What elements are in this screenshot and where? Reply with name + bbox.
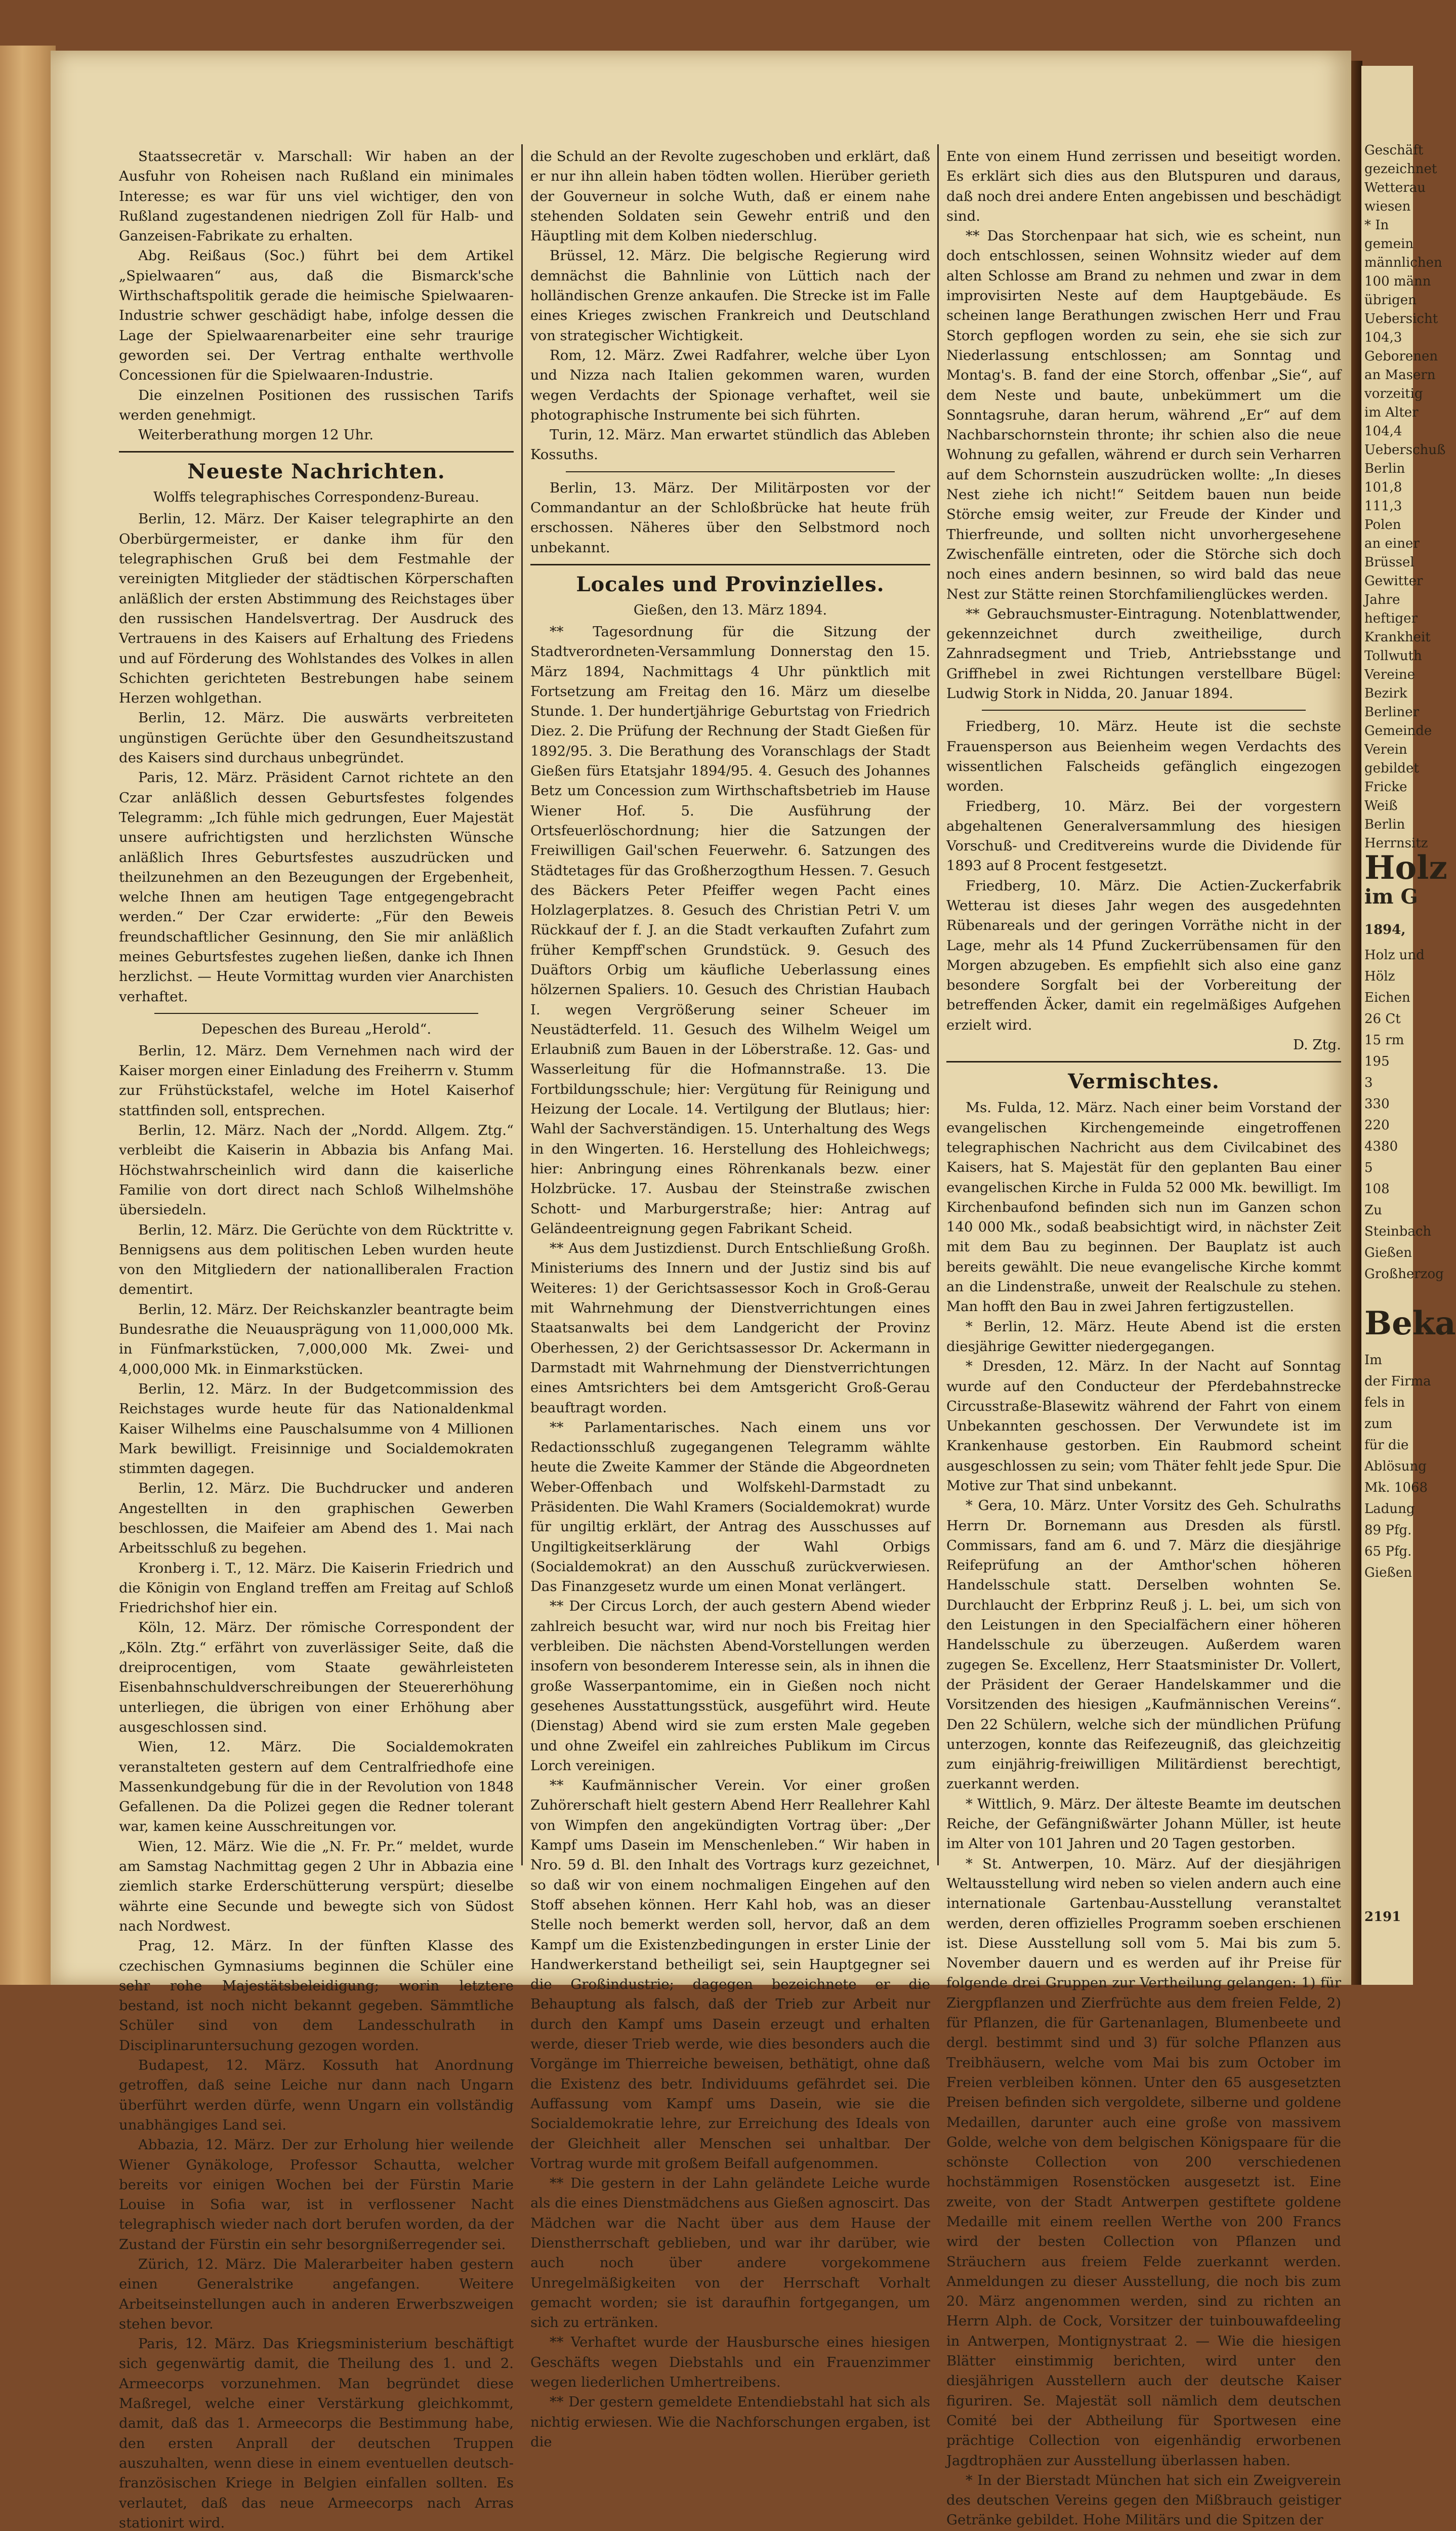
local-item: ** Verhaftet wurde der Hausbursche eines hiesigen Geschäfts wegen Diebstahls und ein Frauenzimmer wegen liederlichen Umhertreibens. bbox=[530, 2334, 930, 2391]
divider bbox=[154, 1013, 478, 1014]
next-page-fragment: Geschäft bbox=[1364, 143, 1424, 158]
misc-item: * Wittlich, 9. März. Der älteste Beamte im deutschen Reiche, der Gefängnißwärter Johann Müller, ist heute im Alter von 101 Jahren und 20 Tagen gestorben. bbox=[946, 1795, 1341, 1852]
article-paragraph: Die einzelnen Positionen des russischen Tarifs werden genehmigt. bbox=[119, 387, 514, 423]
local-item: ** Tagesordnung für die Sitzung der Stadtverordneten-Versammlung Donnerstag den 15. März 1894, Nachmittags 4 Uhr pünktlich mit Fortsetzung am Freitag den 16. März um dieselbe Stunde. 1. Der hundertjährige Geburtstag von Friedrich Diez. 2. Die Prüfung der Rechnung der Stadt Gießen für 1892/95. 3. Die Berathung des Voranschlags der Stadt Gießen fürs Etatsjahr 1894/95. 4. Gesuch des Johannes Betz um Concession zum Wirthschaftsbetrieb im Hause Wiener Hof. 5. Die Ausführung der Ortsfeuerlöschordnung; hier die Satzungen der Freiwilligen Gail'schen Feuerwehr. 6. Satzungen des Städtetages für das Großherzogthum Hessen. 7. Gesuch des Bäckers Peter Pfeiffer wegen Pacht eines Holzlagerplatzes. 8. Gesuch des Christian Petri V. um Rückkauf der f. J. an die Stadt verkauften Zufahrt zum früher Kempff'schen Grundstück. 9. Gesuch des Duäftors Orbig um käufliche Ueberlassung eines hölzernen Spaliers. 10. Gesuch des Christian Haubach I. wegen Vergrößerung seiner Scheuer im Neustädterfeld. 11. Gesuch des Wilhelm Weigel um Erlaubniß zum Bauen in der Löberstraße. 12. Gas- und Wasserleitung für die Hofmannstraße. 13. Die Fortbildungsschule; hier: Vergütung für Reinigung und Heizung der Locale. 14. Vertilgung der Blutlaus; hier: Wahl der Sachverständigen. 15. Unterhaltung des Wegs in den Wingerten. 16. Herstellung des Hohleichwegs; hier: Anbringung eines Röhrenkanals bezw. einer Holzbrücke. 17. Ausbau der Steinstraße zwischen Schott- und Marburgerstraße; hier: Antrag auf Geländeentreignung gegen Fabrikant Scheid. bbox=[530, 623, 930, 1237]
news-item: Berlin, 12. März. Dem Vernehmen nach wird der Kaiser morgen einer Einladung des Freiherrn v. Stumm zur Frühstückstafel, welche im Hotel Kaiserhof stattfinden soll, entsprechen. bbox=[119, 1042, 514, 1119]
next-page-fragment: Gemeinde bbox=[1364, 723, 1432, 739]
divider bbox=[566, 471, 895, 472]
local-item: Friedberg, 10. März. Die Actien-Zuckerfabrik Wetterau ist dieses Jahr wegen des ausgedehnten Rübenareals und der geringen Vorräthe nicht in der Lage, mehr als 14 Pfund Zuckerrübensamen für den Morgen abzugeben. Es empfiehlt sich also eine ganz besondere Sorgfalt bei der Vorbereitung der betreffenden Äcker, damit ein regelmäßiges Aufgehen erzielt wird. bbox=[946, 877, 1341, 1033]
next-page-fragment: für die bbox=[1364, 1438, 1409, 1453]
misc-item: * Dresden, 12. März. In der Nacht auf Sonntag wurde auf den Conducteur der Pferdebahnstrecke Circusstraße-Blasewitz während der Fahrt von einem Unbekannten geschossen. Der Verwundete ist im Krankenhause gestorben. Ein Raubmord scheint ausgeschlossen zu sein; vom Thäter fehlt jede Spur. Die Motive zur That sind unbekannt. bbox=[946, 1358, 1341, 1494]
local-item: Ente von einem Hund zerrissen und beseitigt worden. Es erklärt sich dies aus den Blutspuren und daraus, daß noch drei andere Enten angebissen und beschädigt sind. bbox=[946, 148, 1341, 224]
next-page-fragment: Steinbach bbox=[1364, 1224, 1432, 1239]
news-item: Zürich, 12. März. Die Malerarbeiter haben gestern einen Generalstrike angefangen. Weitere Arbeitseinstellungen auch in anderen Erwerbszweigen stehen bevor. bbox=[119, 2256, 514, 2332]
news-item: Köln, 12. März. Der römische Correspondent der „Köln. Ztg.“ erfährt von zuverlässiger Seite, daß die dreiprocentigen, vom Staate gewährleisteten Eisenbahnschuldverschreibungen der Steuererhöhung unterliegen, die übrigen von einer Erhöhung aber ausgeschlossen sind. bbox=[119, 1619, 514, 1735]
next-page-fragment: Großherzog bbox=[1364, 1267, 1444, 1282]
next-page-fragment: fels in bbox=[1364, 1395, 1405, 1410]
misc-item: * St. Antwerpen, 10. März. Auf der diesjährigen Weltausstellung wird neben so vielen andern auch eine internationale Gartenbau-Ausstellung veranstaltet werden, deren offizielles Programm soeben erschienen ist. Diese Ausstellung soll vom 5. Mai bis zum 5. November dauern und es werden auf ihr Preise für folgende drei Gruppen zur Vertheilung gelangen: 1) für Ziergpflanzen und Zierfrüchte aus dem freien Felde, 2) für Pflanzen, die für Gartenanlagen, Blumenbeete und dergl. bestimmt sind und 3) für solche Pflanzen aus Treibhäusern, welche vom Mai bis zum October im Freien verbleiben können. Unter den 65 ausgesetzten Preisen befinden sich vergoldete, silberne und goldene Medaillen, darunter auch eine große von massivem Golde, welche von dem belgischen Königspaare für die schönste Collection von 200 verschiedenen hochstämmigen Rosenstöcken ausgesetzt ist. Eine zweite, von der Stadt Antwerpen gestiftete goldene Medaille mit einem reellen Werthe von 200 Francs wird der besten Collection von Pflanzen und Sträuchern aus freiem Felde zuerkannt werden. Anmeldungen zu dieser Ausstellung, die noch bis zum 20. März angenommen werden, sind zu richten an Herrn Alph. de Cock, Vorsitzer der tuinbouwafdeeling in Antwerpen, Montignystraat 2. — Wie die hiesigen Blätter einstimmig berichten, wird unter den diesjährigen Ausstellern auch der deutsche Kaiser figuriren. Se. Majestät soll nämlich dem deutschen Comité bei der Abtheilung für Sportwesen eine prächtige Collection von eigenhändig erworbenen Jagdtrophäen zur Ausstellung überlassen haben. bbox=[946, 1855, 1341, 2469]
news-item: Prag, 12. März. In der fünften Klasse des czechischen Gymnasiums beginnen die Schüler eine sehr rohe Majestätsbeleidigung; worin letztere bestand, ist noch nicht bekannt gegeben. Sämmtliche Schüler sind von dem Landesschulrath in Disciplinaruntersuchung gezogen worden. bbox=[119, 1938, 514, 2054]
next-page-fragment: an einer bbox=[1364, 536, 1420, 551]
news-item: Berlin, 12. März. Die auswärts verbreiteten ungünstigen Gerüchte über den Gesundheitszustand des Kaisers sind durchaus unbegründet. bbox=[119, 710, 514, 766]
news-item: die Schuld an der Revolte zugeschoben und erklärt, daß er nur ihn allein haben tödten wollen. Hierüber gerieth der Gouverneur in solche Wuth, daß er einem nahe stehenden Soldaten sein Gewehr entriß und den Häuptling mit dem Kolben niederschlug. bbox=[530, 148, 930, 244]
news-item: Berlin, 12. März. Nach der „Nordd. Allgem. Ztg.“ verbleibt die Kaiserin in Abbazia bis Anfang Mai. Höchstwahrscheinlich wird dann die kaiserliche Familie von dort direct nach Schloß Wilhelmshöhe übersiedeln. bbox=[119, 1122, 514, 1218]
next-page-fragment: * In bbox=[1364, 218, 1389, 233]
dateline: Gießen, den 13. März 1894. bbox=[633, 602, 827, 618]
next-page-fragment: Holz und bbox=[1364, 948, 1425, 963]
next-page-fragment: Herrnsitz bbox=[1364, 836, 1428, 851]
column-rule-2 bbox=[937, 144, 939, 1865]
next-page-fragment: 111,3 bbox=[1364, 499, 1402, 514]
next-page-fragment: gebildet bbox=[1364, 761, 1419, 776]
next-page-fragment: gezeichnet bbox=[1364, 161, 1437, 177]
news-item: Turin, 12. März. Man erwartet stündlich das Ableben Kossuths. bbox=[530, 427, 930, 463]
next-page-fragment: Weiß bbox=[1364, 798, 1398, 813]
next-page-fragment: Gewitter bbox=[1364, 574, 1423, 589]
news-item: Berlin, 12. März. Die Buchdrucker und anderen Angestellten in den graphischen Gewerben beschlossen, die Maifeier am Abend des 1. Mai nach Arbeitsschluß zu begehen. bbox=[119, 1480, 514, 1557]
next-page-fragment: Berliner bbox=[1364, 705, 1420, 720]
section-divider bbox=[946, 1061, 1341, 1063]
next-page-fragment: 108 bbox=[1364, 1181, 1390, 1197]
news-item: Berlin, 12. März. Der Reichskanzler beantragte beim Bundesrathe die Neuausprägung von 11,000,000 Mk. in Fünfmarkstücken, 7,000,000 Mk. Zwei- und 4,000,000 Mk. in Einmarkstücken. bbox=[119, 1301, 514, 1377]
local-item: ** Aus dem Justizdienst. Durch Entschließung Großh. Ministeriums des Innern und der Justiz sind bis auf Weiteres: 1) der Gerichtsassessor Koch in Groß-Gerau mit Wahrnehmung der Dienstverrichtungen eines Staatsanwalts bei dem Landgericht der Provinz Oberhessen, 2) der Gerichtsassessor Dr. Ackermann in Darmstadt mit Wahrnehmung der Dienstverrichtungen eines Amtsrichters bei dem Amtsgericht Groß-Gerau beauftragt worden. bbox=[530, 1240, 930, 1416]
column-rule-1 bbox=[521, 144, 523, 1865]
next-page-fragment: im Alter bbox=[1364, 405, 1419, 420]
next-page-fragment: Fricke bbox=[1364, 780, 1407, 795]
news-item: Berlin, 13. März. Der Militärposten vor der Commandantur an der Schloßbrücke hat heute früh erschossen. Näheres über den Selbstmord noch unbekannt. bbox=[530, 479, 930, 556]
next-page-fragment: heftiger bbox=[1364, 611, 1418, 626]
local-item: Friedberg, 10. März. Heute ist die sechste Frauensperson aus Beienheim wegen Verdachts des wissentlichen Falscheids gefänglich eingezogen worden. bbox=[946, 718, 1341, 795]
next-page-big-heading-1: Holz bbox=[1364, 849, 1447, 887]
section-heading-locales: Locales und Provinzielles. bbox=[576, 572, 885, 596]
next-page-fragment: Gießen bbox=[1364, 1245, 1412, 1260]
next-page-fragment: Zu bbox=[1364, 1203, 1382, 1218]
source-signature: D. Ztg. bbox=[1293, 1037, 1341, 1053]
news-item: Berlin, 12. März. Der Kaiser telegraphirte an den Oberbürgermeister, er danke ihm für den telegraphischen Gruß bei dem Festmahle der vereinigten Mitglieder der städtischen Körperschaften anläßlich der ersten Abstimmung des Reichstages über den russischen Handelsvertrag. Der Ausdruck des Vertrauens in des Kaisers auf Erhaltung des Friedens und auf Förderung des Wohlstandes des Volkes in allen Schichten gerichteten Bestrebungen habe seinem Herzen wohlgethan. bbox=[119, 511, 514, 707]
divider bbox=[982, 710, 1306, 711]
next-page-fragment: Jahre bbox=[1364, 592, 1400, 607]
column-2 bbox=[530, 147, 930, 2450]
next-page-footer: 2191 bbox=[1364, 1909, 1401, 1925]
news-item: Paris, 12. März. Das Kriegsministerium beschäftigt sich gegenwärtig damit, die Theilung des 1. und 2. Armeecorps vorzunehmen. Man begründet diese Maßregel, welche einer Verstärkung gleichkommt, damit, daß das 1. Armeecorps die Bestimmung habe, den ersten Anprall der deutschen Truppen auszuhalten, wenn diese in einem eventuellen deutsch-französischen Kriege in Belgien einfallen sollten. Es verlautet, daß das neue Armeecorps nach Arras stationirt wird. bbox=[119, 2336, 514, 2531]
next-page-fragment: 3 bbox=[1364, 1075, 1373, 1090]
next-page-fragment: 104,3 bbox=[1364, 330, 1402, 345]
next-page-fragment: übrigen bbox=[1364, 293, 1417, 308]
news-item: Abbazia, 12. März. Der zur Erholung hier weilende Wiener Gynäkologe, Professor Schautta, welcher bereits vor einigen Wochen bei der Fürstin Marie Louise in Sofia war, ist in verflossener Nacht telegraphisch wieder nach dort berufen worden, da der Zustand der Fürstin ein sehr besorgnißerregender sei. bbox=[119, 2137, 514, 2253]
section-divider bbox=[119, 451, 514, 453]
next-page-fragment: Ladung bbox=[1364, 1501, 1415, 1517]
local-item: ** Der Circus Lorch, der auch gestern Abend wieder zahlreich besucht war, wird nur noch bis Freitag hier verbleiben. Die nächsten Abend-Vorstellungen werden insofern von besonderem Interesse sein, als in ihnen die große Wasserpantomime, ein in Gießen noch nicht gesehenes Ausstattungsstück, ausgeführt wird. Heute (Dienstag) Abend wird sie zum ersten Male gegeben und ohne Zweifel ein zahlreiches Publikum im Circus Lorch vereinigen. bbox=[530, 1598, 930, 1774]
next-page-fragment: 330 bbox=[1364, 1096, 1390, 1112]
next-page-fragment: gemein bbox=[1364, 236, 1414, 252]
next-page-fragment: Gießen bbox=[1364, 1565, 1412, 1580]
article-paragraph: Abg. Reißaus (Soc.) führt bei dem Artikel „Spielwaaren“ aus, daß die Bismarck'sche Wirthschaftspolitik gerade die heimische Spielwaaren-Industrie schwer geschädigt habe, infolge dessen die Lage der Spielwaarenarbeiter eine sehr traurige geworden sei. Der Vertrag enthalte werthvolle Concessionen für die Spielwaaren-Industrie. bbox=[119, 248, 514, 384]
next-page-fragment: vorzeitig bbox=[1364, 386, 1423, 401]
news-item: Kronberg i. T., 12. März. Die Kaiserin Friedrich und die Königin von England treffen am Freitag auf Schloß Friedrichshof hier ein. bbox=[119, 1560, 514, 1616]
local-item: ** Der gestern gemeldete Entendiebstahl hat sich als nichtig erwiesen. Wie die Nachforschungen ergaben, ist die bbox=[530, 2394, 930, 2450]
next-page-fragment: Ueberschuß bbox=[1364, 442, 1446, 458]
next-page-fragment: Verein bbox=[1364, 742, 1407, 757]
next-page-fragment: Krankheit bbox=[1364, 630, 1431, 645]
next-page-fragment: Berlin bbox=[1364, 461, 1405, 476]
subheading-herold: Depeschen des Bureau „Herold“. bbox=[201, 1021, 432, 1037]
next-page-fragment: Berlin bbox=[1364, 817, 1405, 832]
article-paragraph: Staatssecretär v. Marschall: Wir haben an der Ausfuhr von Roheisen nach Rußland ein minimales Interesse; es war für uns viel wichtiger, den von Rußland zugestandenen niedrigen Zoll für Halb- und Ganzeisen-Fabrikate zu erhalten. bbox=[119, 148, 514, 244]
news-item: Wien, 12. März. Wie die „N. Fr. Pr.“ meldet, wurde am Samstag Nachmittag gegen 2 Uhr in Abbazia eine ziemlich starke Erderschütterung verspürt; dieselbe währte eine Secunde und bewegte sich von Südost nach Nordwest. bbox=[119, 1838, 514, 1934]
next-page-fragment: Vereine bbox=[1364, 667, 1416, 682]
next-page-fragment: 5 bbox=[1364, 1160, 1373, 1175]
subheading-wolff: Wolffs telegraphisches Correspondenz-Bureau. bbox=[153, 489, 479, 506]
news-item: Rom, 12. März. Zwei Radfahrer, welche über Lyon und Nizza nach Italien gekommen waren, wurden wegen Verdachts der Spionage verhaftet, weil sie photographische Instrumente bei sich führten. bbox=[530, 347, 930, 423]
next-page-fragment: männlichen bbox=[1364, 255, 1442, 270]
local-item: ** Das Storchenpaar hat sich, wie es scheint, nun doch entschlossen, seinen Wohnsitz wieder auf dem alten Schlosse am Brand zu nehmen und zwar in dem improvisirten Neste auf dem Hauptgebäude. Es scheinen lange Berathungen zwischen Herr und Frau Storch gepflogen worden zu sein, ehe sie sich zur Niederlassung entschlossen; am Sonntag und Montag's. B. fand der eine Storch, offenbar „Sie“, auf dem Neste und baute, unbekümmert um die Sonntagsruhe, daran herum, während „Er“ auf dem Nachbarschornstein thronte; ihr schien also die neue Wohnung zu gefallen, während er durch sein Verharren auf dem Schornstein auszudrücken wollte: „In dieses Nest ziehe ich nicht!“ Seitdem bauen nun beide Störche emsig weiter, zur Freude der Kinder und Thierfreunde, und sollten nicht unvorhergesehene Zwischenfälle eintreten, oder die Störche sich doch noch eines andern besinnen, so wird bald das neue Nest zur Stätte reinen Storchfamilienglückes werden. bbox=[946, 228, 1341, 602]
next-page-fragment: 220 bbox=[1364, 1118, 1390, 1133]
next-page-fragment: Geborenen bbox=[1364, 349, 1438, 364]
next-page-fragment: 15 rm bbox=[1364, 1033, 1404, 1048]
next-page-fragment: 26 Ct bbox=[1364, 1011, 1401, 1027]
next-page-fragment: Bezirk bbox=[1364, 686, 1407, 701]
next-page-fragment: 65 Pfg. bbox=[1364, 1544, 1412, 1559]
next-page-fragment: Wetterau bbox=[1364, 180, 1426, 195]
next-page-big-heading-2: Beka bbox=[1364, 1304, 1456, 1342]
next-page-fragment: 195 bbox=[1364, 1054, 1390, 1069]
next-page-fragment: Hölz bbox=[1364, 969, 1395, 984]
section-heading-neueste-nachrichten: Neueste Nachrichten. bbox=[187, 460, 445, 484]
misc-item: * In der Bierstadt München hat sich ein Zweigverein des deutschen Vereins gegen den Mißbrauch geistiger Getränke gebildet. Hohe Militärs und die Spitzen der bbox=[946, 2472, 1341, 2528]
local-item: Friedberg, 10. März. Bei der vorgestern abgehaltenen Generalversammlung des hiesigen Vorschuß- und Creditvereins wurde die Dividende für 1893 auf 8 Procent festgesetzt. bbox=[946, 798, 1341, 874]
book-gutter bbox=[1351, 61, 1362, 1985]
next-page-subheading: im G bbox=[1364, 885, 1418, 909]
next-page-fragment: der Firma bbox=[1364, 1374, 1431, 1389]
next-page-strip bbox=[1361, 66, 1456, 1985]
next-page-date: 1894, bbox=[1364, 922, 1406, 937]
misc-item: * Gera, 10. März. Unter Vorsitz des Geh. Schulraths Herrn Dr. Bornemann aus Dresden als fürstl. Commissars, fand am 6. und 7. März die diesjährige Reifeprüfung an der Amthor'schen höheren Handelsschule statt. Derselben wohnten Se. Durchlaucht der Erbprinz Reuß j. L. bei, um sich von den Leistungen in den Specialfächern einer höheren Handelsschule zu überzeugen. Außerdem waren zugegen Se. Excellenz, Herr Staatsminister Dr. Vollert, der Präsident der Geraer Handelskammer und die Vorsitzenden des hiesigen „Kaufmännischen Vereins“. Den 22 Schülern, welche sich der mündlichen Prüfung unterzogen, konnte das Reifezeugniß, das gleichzeitig zum einjährig-freiwilligen Militärdienst berechtigt, zuerkannt werden. bbox=[946, 1497, 1341, 1792]
news-item: Paris, 12. März. Präsident Carnot richtete an den Czar anläßlich dessen Geburtsfestes folgendes Telegramm: „Ich fühle mich gedrungen, Euer Majestät unsere aufrichtigsten und herzlichsten Wünsche anläßlich Ihres Geburtsfestes auszudrücken und theilzunehmen an den Bezeugungen der Ergebenheit, welche Ihnen am heutigen Tage entgegengebracht werden.“ Der Czar erwiderte: „Für den Beweis freundschaftlicher Gesinnung, den Sie mir anläßlich meines Geburtsfestes zugehen ließen, danke ich Ihnen herzlichst. — Heute Vormittag wurden vier Anarchisten verhaftet. bbox=[119, 769, 514, 1005]
next-page-fragment: Eichen bbox=[1364, 990, 1410, 1005]
next-page-fragment: 101,8 bbox=[1364, 480, 1402, 495]
next-page-fragment: an Masern bbox=[1364, 368, 1436, 383]
next-page-fragment: 100 männ bbox=[1364, 274, 1431, 289]
section-heading-vermischtes: Vermischtes. bbox=[1068, 1070, 1220, 1094]
next-page-fragment: Brüssel bbox=[1364, 555, 1415, 570]
next-page-fragment: 89 Pfg. bbox=[1364, 1523, 1412, 1538]
news-item: Brüssel, 12. März. Die belgische Regierung wird demnächst die Bahnlinie von Lüttich nach der holländischen Grenze ankaufen. Die Strecke ist im Falle eines Krieges zwischen Frankreich und Deutschland von strategischer Wichtigkeit. bbox=[530, 248, 930, 344]
next-page-fragment: Ablösung bbox=[1364, 1459, 1427, 1474]
next-page-fragment: Uebersicht bbox=[1364, 311, 1438, 326]
next-page-fragment: 4380 bbox=[1364, 1139, 1398, 1154]
misc-item: Ms. Fulda, 12. März. Nach einer beim Vorstand der evangelischen Kirchengemeinde eingetroffenen telegraphischen Nachricht aus dem Civilcabinet des Kaisers, hat S. Majestät für den geplanten Bau einer evangelischen Kirche in Fulda 52 000 Mk. bewilligt. Im Kirchenbaufond befinden sich nun im Ganzen schon 140 000 Mk., sodaß beabsichtigt wird, in nächster Zeit mit dem Bau zu beginnen. Der Bauplatz ist auch bereits gewählt. Die neue evangelische Kirche kommt an die Lindenstraße, unweit der Realschule zu stehen. Man hofft den Bau in zwei Jahren fertigzustellen. bbox=[946, 1099, 1341, 1315]
local-item: ** Die gestern in der Lahn geländete Leiche wurde als die eines Dienstmädchens aus Gießen agnoscirt. Das Mädchen war die Nacht über aus dem Hause der Dienstherrschaft geblieben, und war ihr darüber, wie auch noch über andere vorgekommene Unregelmäßigkeiten von der Herrschaft Vorhalt gemacht worden; sie ist daraufhin fortgegangen, um sich zu ertränken. bbox=[530, 2175, 930, 2331]
news-item: Berlin, 12. März. In der Budgetcommission des Reichstages wurde heute für das Nationaldenkmal Kaiser Wilhelms eine Pauschalsumme von 4 Millionen Mark bewilligt. Freisinnige und Socialdemokraten stimmten dagegen. bbox=[119, 1380, 514, 1477]
local-item: ** Kaufmännischer Verein. Vor einer großen Zuhörerschaft hielt gestern Abend Herr Reallehrer Kahl von Wimpfen den angekündigten Vortrag über: „Der Kampf ums Dasein im Menschenleben.“ Wir haben in Nro. 59 d. Bl. den Inhalt des Vortrags kurz gezeichnet, so daß wir von einem nochmaligen Eingehen auf den Stoff absehen können. Herr Kahl hob, was an dieser Stelle noch bemerkt werden soll, hervor, daß an dem Kampf um die Existenzbedingungen in erster Linie der Handwerkerstand betheiligt sei, sein Hauptgegner sei die Großindustrie; dagegen bezeichnete er die Behauptung als falsch, daß der Trieb zur Arbeit nur durch den Kampf ums Dasein erzeugt und erhalten werde, dieser Trieb werde, wie dies besonders auch die Vorgänge im Thierreiche beweisen, bethätigt, ohne daß die Existenz des betr. Individuums gefährdet sei. Die Auffassung vom Kampf ums Dasein, wie sie die Socialdemokratie lehre, zur Erreichung des Ideals von der Gleichheit aller Menschen sei unhaltbar. Der Vortrag wurde mit großem Beifall aufgenommen. bbox=[530, 1777, 930, 2172]
next-page-fragment: Mk. 1068 bbox=[1364, 1480, 1428, 1495]
book-edge-left bbox=[0, 46, 56, 1985]
next-page-fragment: Im bbox=[1364, 1353, 1382, 1368]
next-page-fragment: Tollwuth bbox=[1364, 648, 1422, 664]
next-page-fragment: zum bbox=[1364, 1416, 1393, 1432]
news-item: Budapest, 12. März. Kossuth hat Anordnung getroffen, daß seine Leiche nur dann nach Ungarn überführt werden dürfe, wenn Ungarn ein vollständig unabhängiges Land sei. bbox=[119, 2057, 514, 2133]
next-page-fragment: Polen bbox=[1364, 517, 1401, 533]
news-item: Berlin, 12. März. Die Gerüchte von dem Rücktritte v. Bennigsens aus dem politischen Leben wurden heute von den Mitgliedern der nationalliberalen Fraction dementirt. bbox=[119, 1221, 514, 1298]
next-page-fragment: wiesen bbox=[1364, 199, 1411, 214]
column-3 bbox=[946, 147, 1341, 2528]
local-item: ** Gebrauchsmuster-Eintragung. Notenblattwender, gekennzeichnet durch zweitheilige, durch Zahnradsegment und Trieb, Antriebsstange und Griffhebel in zwei Richtungen verstellbare Bügel: Ludwig Stork in Nidda, 20. Januar 1894. bbox=[946, 605, 1341, 702]
local-item: ** Parlamentarisches. Nach einem uns vor Redactionsschluß zugegangenen Telegramm wählte heute die Zweite Kammer der Stände die Abgeordneten Weber-Offenbach und Wolfskehl-Darmstadt zu Präsidenten. Die Wahl Kramers (Socialdemokrat) wurde für ungiltig erklärt, der Antrag des Ausschusses auf Ungiltigkeitserklärung der Wahl Orbigs (Socialdemokrat) an den Ausschuß zurückverwiesen. Das Finanzgesetz wurde um einen Monat verlängert. bbox=[530, 1419, 930, 1595]
section-divider bbox=[530, 564, 930, 565]
misc-item: * Berlin, 12. März. Heute Abend ist die ersten diesjährige Gewitter niedergegangen. bbox=[946, 1318, 1341, 1355]
column-1 bbox=[119, 147, 514, 2531]
next-page-fragment: 104,4 bbox=[1364, 424, 1402, 439]
article-paragraph: Weiterberathung morgen 12 Uhr. bbox=[138, 427, 374, 443]
news-item: Wien, 12. März. Die Socialdemokraten veranstalteten gestern auf dem Centralfriedhofe eine Massenkundgebung für die in der Revolution von 1848 Gefallenen. Da die Polizei gegen die Redner tolerant war, kamen keine Ausschreitungen vor. bbox=[119, 1739, 514, 1835]
